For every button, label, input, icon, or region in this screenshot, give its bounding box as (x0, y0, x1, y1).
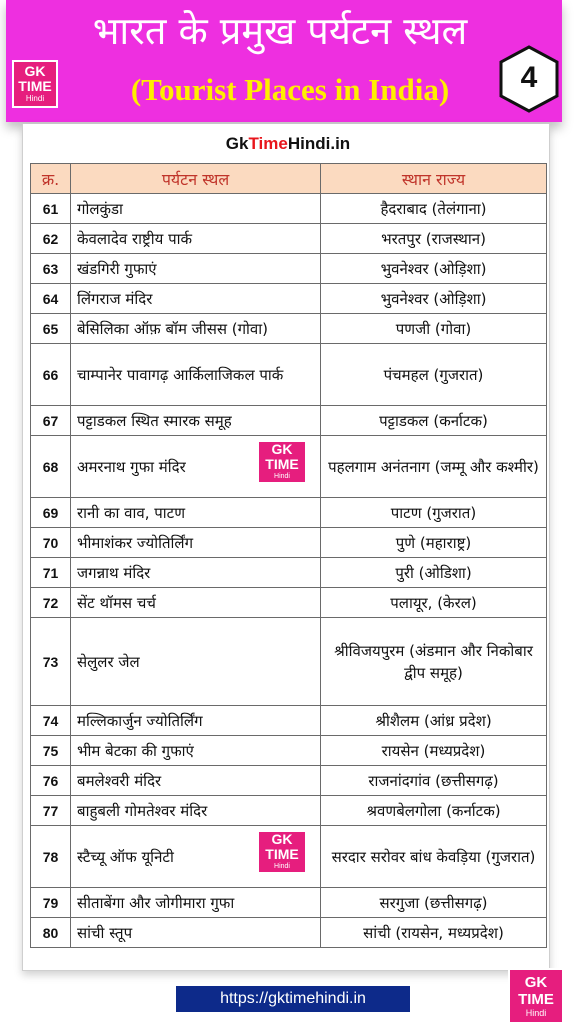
table-row (31, 498, 547, 528)
row-number: 73 (31, 618, 71, 706)
place-location: श्रीशैलम (आंध्र प्रदेश) (321, 706, 547, 736)
table-row (31, 706, 547, 736)
table-row (31, 766, 547, 796)
place-location: पुरी (ओडिशा) (321, 558, 547, 588)
site-name (0, 133, 576, 155)
table-row (31, 888, 547, 918)
logo-line-1: GK (271, 831, 293, 847)
header-place: पर्यटन स्थल (71, 164, 321, 194)
place-location: सांची (रायसेन, मध्यप्रदेश) (321, 918, 547, 948)
place-name: केवलादेव राष्ट्रीय पार्क (71, 224, 321, 254)
place-location: पहलगाम अनंतनाग (जम्मू और कश्मीर) (321, 436, 547, 498)
place-name: लिंगराज मंदिर (71, 284, 321, 314)
gk-time-logo (257, 830, 307, 874)
place-location: पुणे (महाराष्ट्र) (321, 528, 547, 558)
table-row (31, 796, 547, 826)
table-header-row (31, 164, 547, 194)
row-number: 74 (31, 706, 71, 736)
row-number: 62 (31, 224, 71, 254)
place-name: सांची स्तूप (71, 918, 321, 948)
table-row (31, 344, 547, 406)
logo-line-3: Hindi (25, 94, 45, 103)
place-name: बाहुबली गोमतेश्वर मंदिर (71, 796, 321, 826)
place-name: सेंट थॉमस चर्च (71, 588, 321, 618)
place-location: राजनांदगांव (छत्तीसगढ़) (321, 766, 547, 796)
row-number: 79 (31, 888, 71, 918)
place-name: पट्टाडकल स्थित स्मारक समूह (71, 406, 321, 436)
row-number: 63 (31, 254, 71, 284)
row-number: 61 (31, 194, 71, 224)
table-row (31, 314, 547, 344)
place-cell (71, 436, 321, 498)
gk-time-logo (508, 968, 564, 1024)
row-number: 77 (31, 796, 71, 826)
place-location: हैदराबाद (तेलंगाना) (321, 194, 547, 224)
logo-line-1: GK (524, 974, 548, 991)
site-name-accent: Time (248, 134, 288, 153)
logo-line-2: TIME (518, 991, 554, 1008)
place-location: पलायूर, (केरल) (321, 588, 547, 618)
table-row (31, 618, 547, 706)
table-row (31, 736, 547, 766)
place-name: स्टैच्यू ऑफ यूनिटी (77, 847, 174, 866)
row-number: 76 (31, 766, 71, 796)
place-name: भीमाशंकर ज्योतिर्लिंग (71, 528, 321, 558)
tourist-places-table (30, 163, 547, 948)
site-name-suffix: Hindi.in (287, 134, 351, 153)
logo-line-2: TIME (265, 456, 299, 472)
logo-line-2: TIME (265, 846, 299, 862)
place-name: खंडगिरी गुफाएं (71, 254, 321, 284)
row-number: 70 (31, 528, 71, 558)
place-location: श्रीविजयपुरम (अंडमान और निकोबार द्वीप समूह) (321, 618, 547, 706)
page-number: 4 (520, 61, 538, 94)
row-number: 72 (31, 588, 71, 618)
place-name: भीम बेटका की गुफाएं (71, 736, 321, 766)
site-name-prefix: Gk (225, 134, 249, 153)
row-number: 69 (31, 498, 71, 528)
logo-line-1: GK (271, 441, 293, 457)
place-name: अमरनाथ गुफा मंदिर (77, 457, 186, 476)
place-location: भुवनेश्वर (ओड़िशा) (321, 254, 547, 284)
header-title-hindi: भारत के प्रमुख पर्यटन स्थल (92, 9, 468, 53)
logo-line-3: Hindi (525, 1008, 547, 1018)
row-number: 75 (31, 736, 71, 766)
place-location: भुवनेश्वर (ओड़िशा) (321, 284, 547, 314)
place-location: श्रवणबेलगोला (कर्नाटक) (321, 796, 547, 826)
row-number: 68 (31, 436, 71, 498)
place-name: जगन्नाथ मंदिर (71, 558, 321, 588)
table-row (31, 826, 547, 888)
table-row (31, 588, 547, 618)
table-row (31, 254, 547, 284)
header-title-english: (Tourist Places in India) (130, 72, 450, 107)
table-row (31, 224, 547, 254)
header-serial: क्र. (31, 164, 71, 194)
row-number: 71 (31, 558, 71, 588)
place-location: सरगुजा (छत्तीसगढ़) (321, 888, 547, 918)
place-location: पाटण (गुजरात) (321, 498, 547, 528)
logo-line-3: Hindi (274, 473, 290, 480)
place-name: सीताबेंगा और जोगीमारा गुफा (71, 888, 321, 918)
place-name: बमलेश्वरी मंदिर (71, 766, 321, 796)
table-row (31, 918, 547, 948)
table-row (31, 284, 547, 314)
table-row (31, 406, 547, 436)
table-row (31, 194, 547, 224)
row-number: 67 (31, 406, 71, 436)
place-cell (71, 826, 321, 888)
row-number: 66 (31, 344, 71, 406)
gk-time-logo (12, 60, 58, 108)
logo-line-1: GK (24, 63, 46, 79)
logo-line-3: Hindi (274, 863, 290, 870)
place-name: सेलुलर जेल (71, 618, 321, 706)
row-number: 64 (31, 284, 71, 314)
table-row (31, 436, 547, 498)
header-location: स्थान राज्य (321, 164, 547, 194)
website-url-link[interactable]: https://gktimehindi.in (176, 986, 410, 1012)
logo-line-2: TIME (18, 78, 52, 94)
place-location: पणजी (गोवा) (321, 314, 547, 344)
place-name: गोलकुंडा (71, 194, 321, 224)
place-location: सरदार सरोवर बांध केवड़िया (गुजरात) (321, 826, 547, 888)
table-row (31, 558, 547, 588)
place-location: भरतपुर (राजस्थान) (321, 224, 547, 254)
row-number: 65 (31, 314, 71, 344)
place-name: रानी का वाव, पाटण (71, 498, 321, 528)
place-name: मल्लिकार्जुन ज्योतिर्लिंग (71, 706, 321, 736)
place-name: चाम्पानेर पावागढ़ आर्किलाजिकल पार्क (71, 344, 321, 406)
row-number: 80 (31, 918, 71, 948)
gk-time-logo (257, 440, 307, 484)
row-number: 78 (31, 826, 71, 888)
place-name: बेसिलिका ऑफ़ बॉम जीसस (गोवा) (71, 314, 321, 344)
place-location: पट्टाडकल (कर्नाटक) (321, 406, 547, 436)
place-location: पंचमहल (गुजरात) (321, 344, 547, 406)
place-location: रायसेन (मध्यप्रदेश) (321, 736, 547, 766)
table-row (31, 528, 547, 558)
